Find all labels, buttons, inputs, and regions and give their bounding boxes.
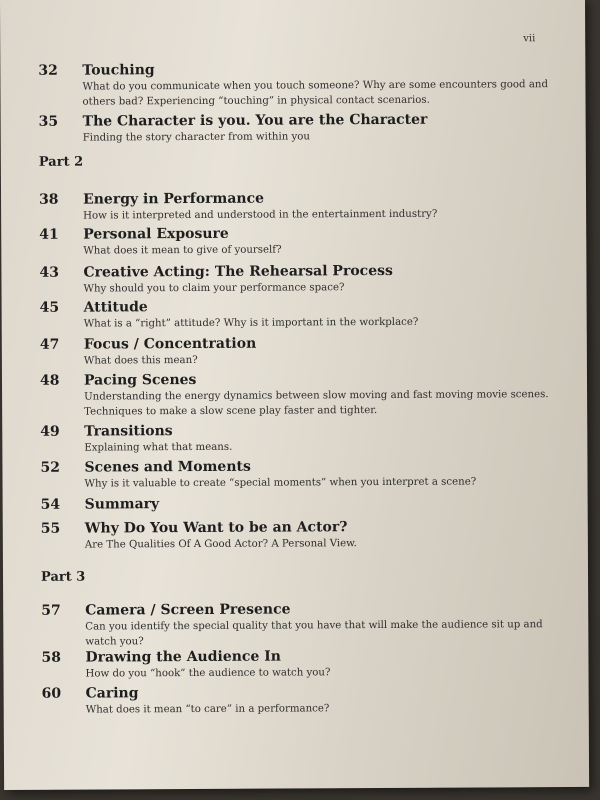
entry-page-number: 48 <box>39 372 60 389</box>
entry-description: What is a “right” attitude? Why is it important in the workplace? <box>83 316 419 330</box>
toc-entry <box>39 297 580 330</box>
toc-entry <box>39 334 580 367</box>
entry-page-number: 45 <box>39 299 60 316</box>
entry-description: Why should you to claim your performance space? <box>83 282 345 295</box>
toc-entry <box>38 60 578 108</box>
entry-title: Camera / Screen Presence <box>85 601 291 619</box>
entry-title: Attitude <box>83 299 148 316</box>
toc-entry <box>40 494 581 513</box>
entry-title: The Character is you. You are the Character <box>82 111 428 130</box>
entry-title: Summary <box>84 496 160 513</box>
entry-description: How is it interpreted and understood in the entertainment industry? <box>83 208 438 222</box>
part-heading: Part 3 <box>40 569 86 585</box>
toc-entry <box>41 683 582 716</box>
entry-title: Creative Acting: The Rehearsal Process <box>83 262 393 281</box>
toc-entry <box>38 111 579 144</box>
entry-description: Are The Qualities Of A Good Actor? A Personal View. <box>84 538 357 551</box>
entry-title: Why Do You Want to be an Actor? <box>84 519 348 537</box>
entry-description: What does this mean? <box>83 354 198 367</box>
entry-title: Caring <box>85 685 139 702</box>
page-number: vii <box>523 33 536 45</box>
entry-description: Can you identify the special quality that you have that will make the audience sit up and watch you? <box>85 619 543 648</box>
entry-page-number: 54 <box>40 496 61 513</box>
entry-title: Touching <box>82 62 155 79</box>
entry-page-number: 32 <box>38 62 58 79</box>
toc-entry <box>41 600 581 648</box>
entry-title: Drawing the Audience In <box>85 648 281 666</box>
entry-title: Pacing Scenes <box>83 371 197 389</box>
entry-description: Finding the story character from within you <box>82 131 311 144</box>
entry-page-number: 58 <box>41 649 61 666</box>
entry-page-number: 60 <box>41 685 62 702</box>
part-heading: Part 2 <box>38 154 84 170</box>
toc-entry <box>40 457 580 490</box>
entry-page-number: 55 <box>40 520 61 537</box>
entry-page-number: 41 <box>39 226 59 243</box>
toc-entry <box>39 262 579 295</box>
entry-page-number: 49 <box>40 423 60 440</box>
entry-description: Explaining what that means. <box>84 441 233 454</box>
toc-entry <box>40 421 580 454</box>
toc-entry <box>39 224 579 257</box>
entry-page-number: 57 <box>41 602 61 619</box>
entry-description: Why is it valuable to create “special moments” when you interpret a scene? <box>84 476 477 490</box>
entry-description: What does it mean to give of yourself? <box>83 244 282 257</box>
toc-entry <box>39 370 580 418</box>
entry-title: Personal Exposure <box>83 225 229 243</box>
entry-description: Understanding the energy dynamics between slow moving and fast moving movie scenes. Techniques to make a slow scene play faster and tighter. <box>84 389 549 418</box>
entry-page-number: 35 <box>38 113 59 130</box>
toc-entry <box>39 189 579 222</box>
entry-description: What do you communicate when you touch someone? Why are some encounters good and others bad? Experiencing “touching” in physical contact scenarios. <box>82 79 548 108</box>
entry-page-number: 47 <box>39 336 60 353</box>
entry-page-number: 43 <box>39 264 59 281</box>
entry-description: How do you “hook” the audience to watch you? <box>85 667 331 680</box>
entry-description: What does it mean “to care” in a performance? <box>85 703 330 716</box>
toc-entry <box>40 518 581 551</box>
entry-title: Energy in Performance <box>83 190 265 208</box>
entry-page-number: 38 <box>39 191 59 208</box>
entry-title: Transitions <box>84 423 173 440</box>
entry-title: Scenes and Moments <box>84 458 251 476</box>
entry-title: Focus / Concentration <box>83 335 257 353</box>
entry-page-number: 52 <box>40 459 60 476</box>
